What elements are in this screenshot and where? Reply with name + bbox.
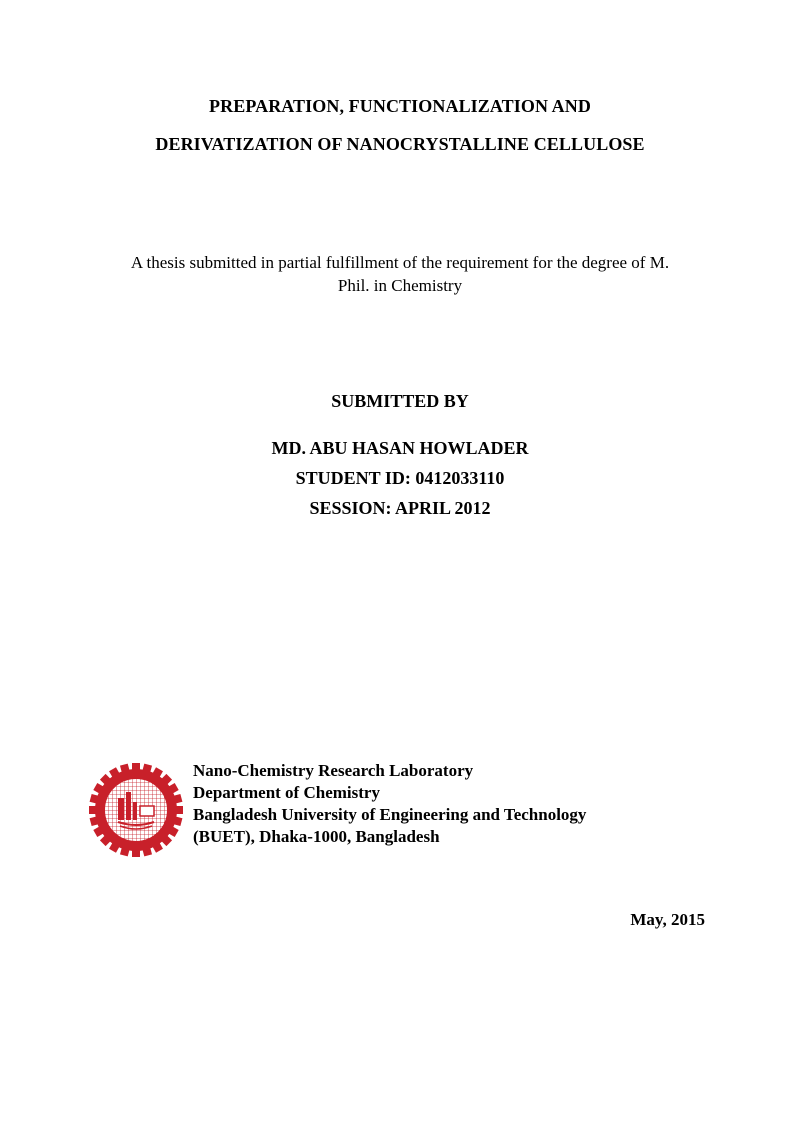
department-name: Department of Chemistry (193, 783, 380, 802)
buet-seal-logo (88, 762, 184, 858)
thesis-description-line-1: A thesis submitted in partial fulfillment of the requirement for the degree of M. (130, 253, 670, 272)
submitted-by-heading: SUBMITTED BY (331, 391, 469, 411)
thesis-description-line-2: Phil. in Chemistry (337, 276, 463, 295)
seal-icon (88, 762, 184, 858)
university-location: (BUET), Dhaka-1000, Bangladesh (193, 827, 440, 846)
session: SESSION: APRIL 2012 (309, 498, 491, 518)
author-name: MD. ABU HASAN HOWLADER (271, 438, 529, 458)
thesis-title-line-1: PREPARATION, FUNCTIONALIZATION AND (209, 96, 591, 116)
thesis-title-line-2: DERIVATIZATION OF NANOCRYSTALLINE CELLULOSE (155, 134, 645, 154)
submission-date: May, 2015 (630, 910, 705, 929)
lab-name: Nano-Chemistry Research Laboratory (193, 761, 474, 780)
student-id: STUDENT ID: 0412033110 (295, 468, 505, 488)
university-name: Bangladesh University of Engineering and Technology (193, 805, 587, 824)
